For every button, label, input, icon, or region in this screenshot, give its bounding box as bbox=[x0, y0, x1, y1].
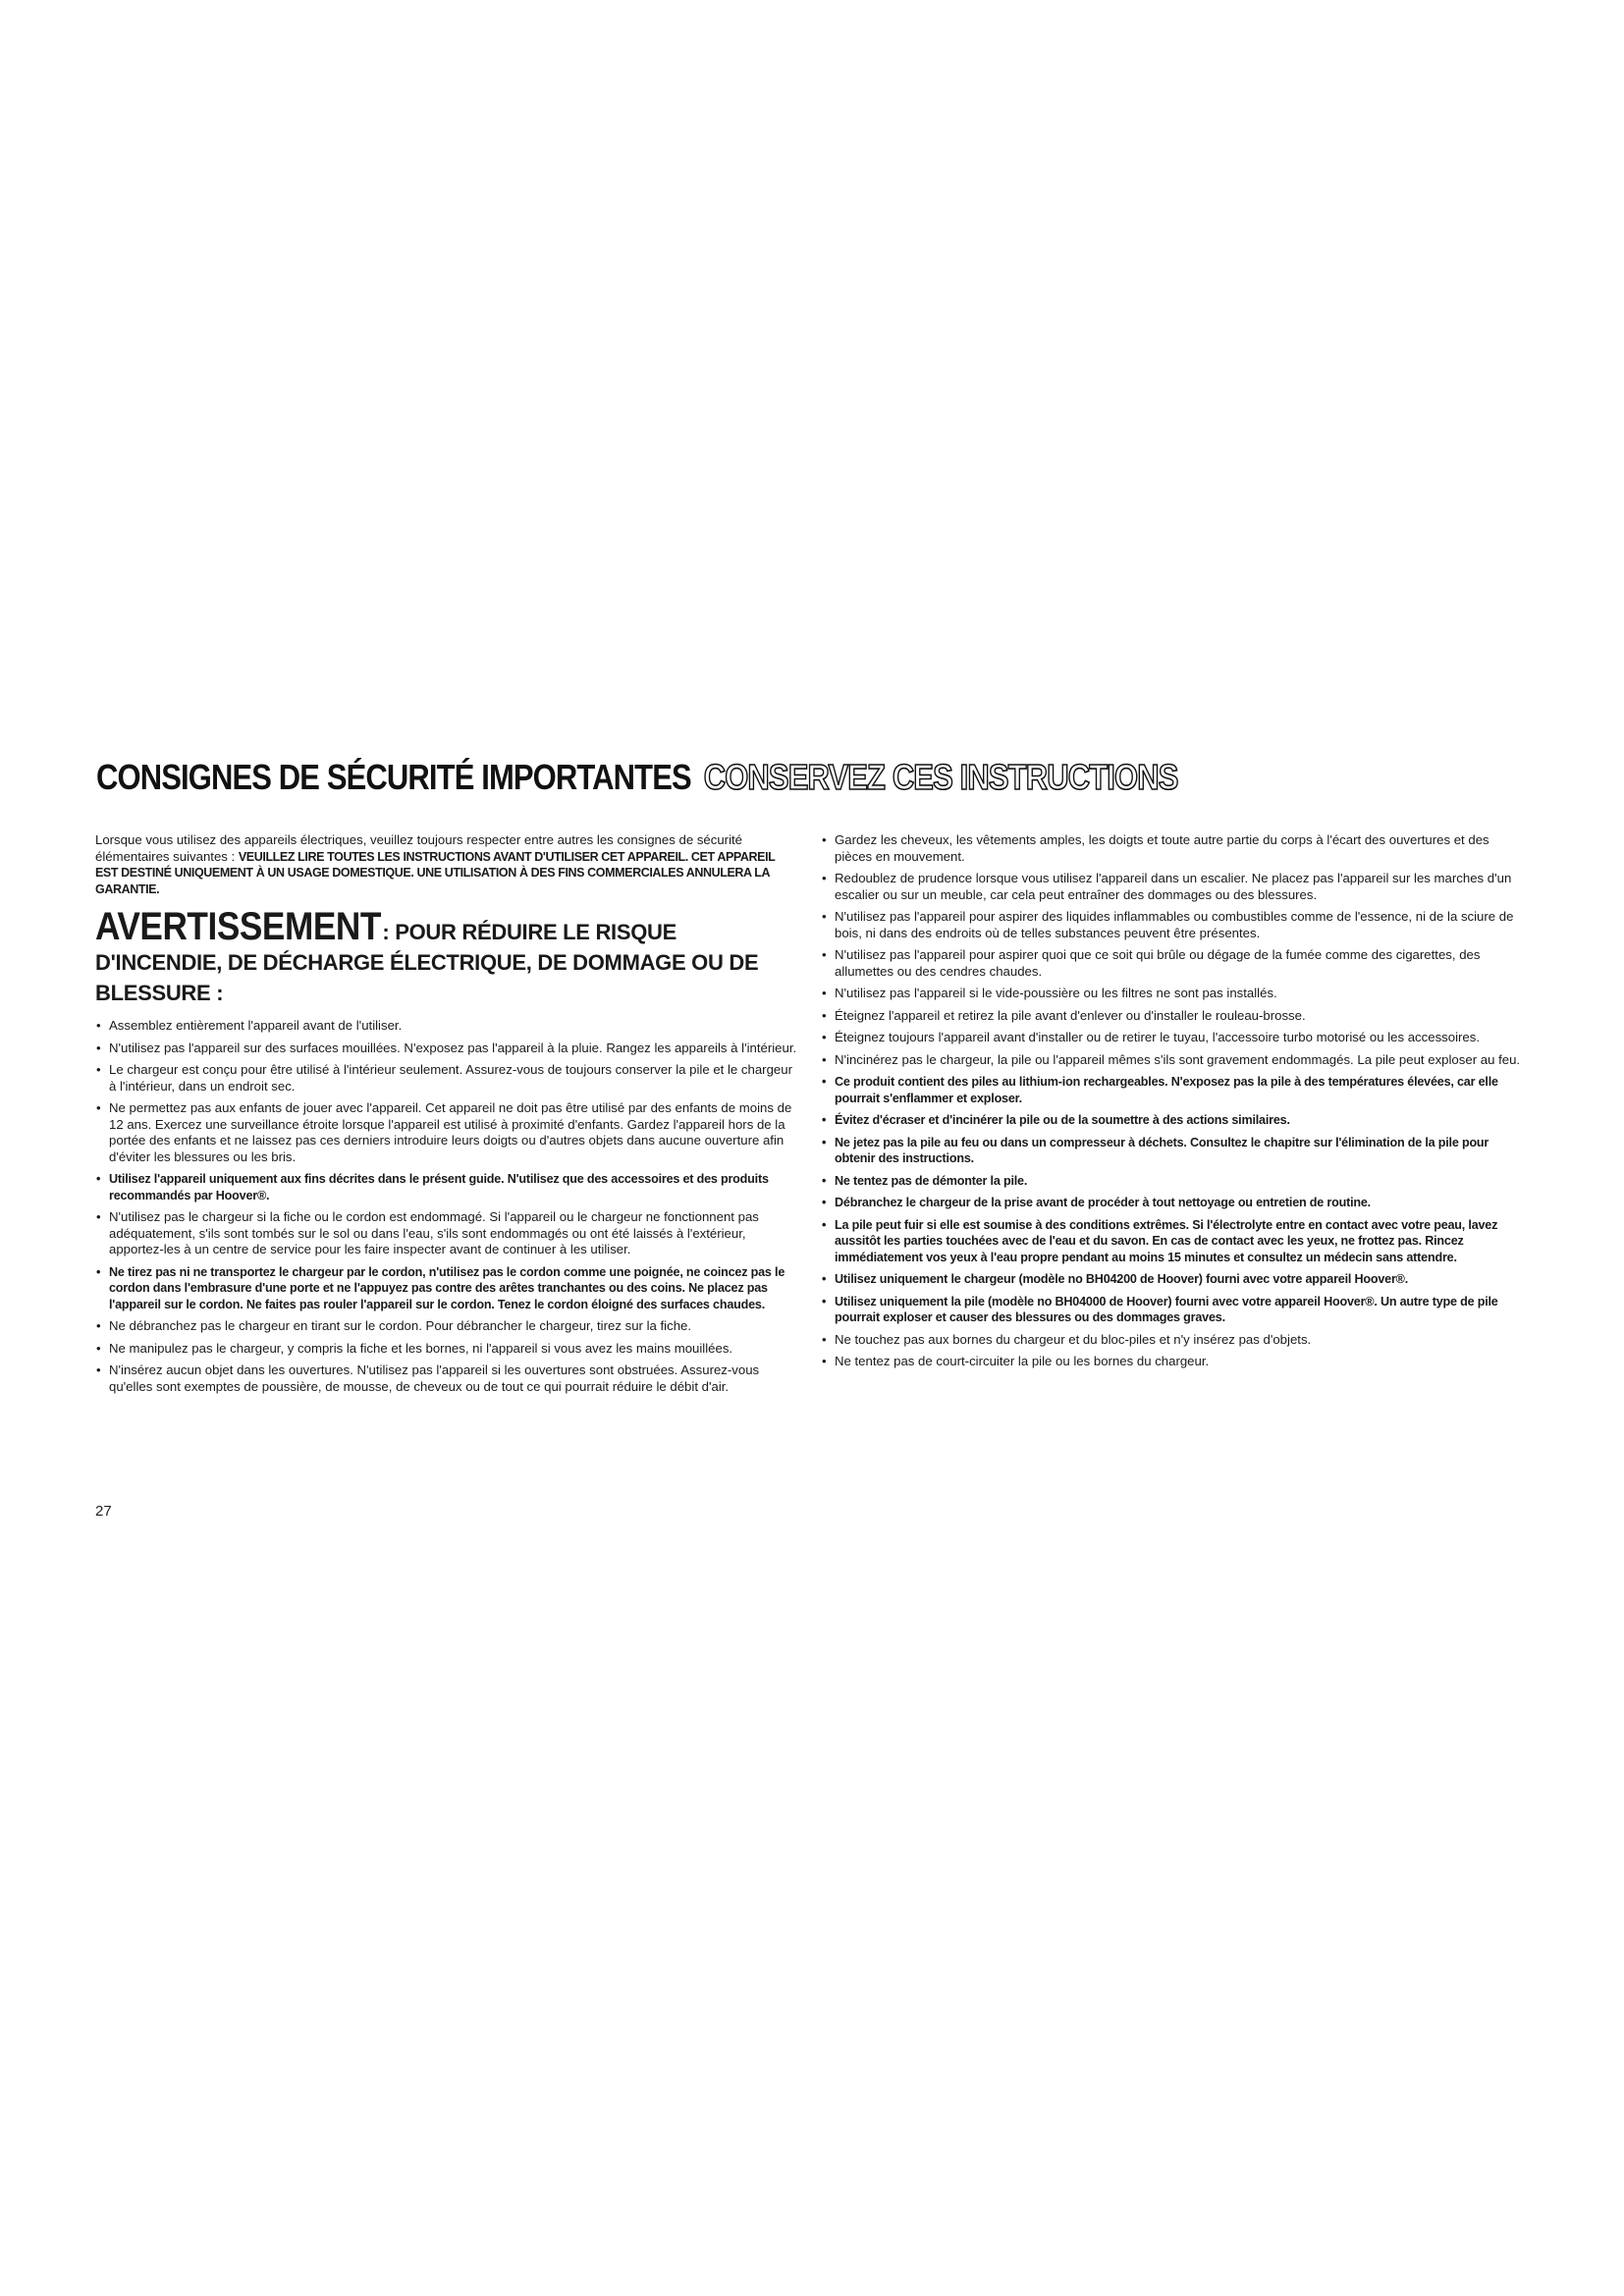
list-item: • Ne touchez pas aux bornes du chargeur et du bloc-piles et n'y insérez pas d'objets. bbox=[821, 1332, 1530, 1349]
page-title bbox=[96, 754, 1329, 801]
right-column bbox=[821, 832, 1530, 1376]
list-item: • Évitez d'écraser et d'incinérer la pile ou de la soumettre à des actions similaires. bbox=[821, 1112, 1530, 1129]
list-item: • Utilisez l'appareil uniquement aux fins décrites dans le présent guide. N'utilisez que des accessoires et des produits recommandés par Hoover®. bbox=[95, 1171, 797, 1203]
list-item: • N'utilisez pas l'appareil sur des surfaces mouillées. N'exposez pas l'appareil à la pluie. Rangez les appareils à l'intérieur. bbox=[95, 1041, 797, 1057]
list-item: • N'utilisez pas l'appareil pour aspirer quoi que ce soit qui brûle ou dégage de la fumée comme des cigarettes, des allumettes ou des cendres chaudes. bbox=[821, 947, 1530, 980]
title-main: CONSIGNES DE SÉCURITÉ IMPORTANTES bbox=[96, 757, 691, 797]
list-item: • N'insérez aucun objet dans les ouvertures. N'utilisez pas l'appareil si les ouvertures sont obstruées. Assurez-vous qu'elles sont exemptes de poussière, de mousse, de cheveux ou de tout ce qui pourrait réduire le débit d'air. bbox=[95, 1362, 797, 1395]
list-item: • Ne jetez pas la pile au feu ou dans un compresseur à déchets. Consultez le chapitre sur l'élimination de la pile pour obtenir des instructions. bbox=[821, 1135, 1530, 1167]
warning-subtitle: : POUR RÉDUIRE LE RISQUE D'INCENDIE, DE DÉCHARGE ÉLECTRIQUE, DE DOMMAGE OU DE BLESSURE : bbox=[95, 920, 759, 1005]
list-item: • Débranchez le chargeur de la prise avant de procéder à tout nettoyage ou entretien de routine. bbox=[821, 1195, 1530, 1211]
intro-text: Lorsque vous utilisez des appareils électriques, veuillez toujours respecter entre autres les consignes de sécurité élémentaires suivantes : bbox=[95, 832, 742, 864]
list-item: • Ne tirez pas ni ne transportez le chargeur par le cordon, n'utilisez pas le cordon comme une poignée, ne coincez pas le cordon dans l'embrasure d'une porte et ne l'appuyez pas contre des arêtes tranchantes ou des coins. Ne placez pas l'appareil sur le cordon. Ne faites pas rouler l'appareil sur le cordon. Tenez le cordon éloigné des surfaces chaudes. bbox=[95, 1264, 797, 1313]
title-conserve-instructions: CONSERVEZ CES INSTRUCTIONS bbox=[703, 757, 1178, 797]
list-item: • Ce produit contient des piles au lithium-ion rechargeables. N'exposez pas la pile à des températures élevées, car elle pourrait s'enflammer et exploser. bbox=[821, 1074, 1530, 1106]
left-column bbox=[95, 832, 797, 1401]
list-item: • Ne permettez pas aux enfants de jouer avec l'appareil. Cet appareil ne doit pas être utilisé par des enfants de moins de 12 ans. Exercez une surveillance étroite lorsque l'appareil est utilisé à proximité d'enfants. Gardez l'appareil hors de la portée des enfants et ne laissez pas ces derniers introduire leurs doigts ou d'autres objets dans aucune ouverture afin d'éviter les blessures ou les bris. bbox=[95, 1100, 797, 1165]
list-item: • Ne tentez pas de court-circuiter la pile ou les bornes du chargeur. bbox=[821, 1354, 1530, 1370]
list-item: • Éteignez toujours l'appareil avant d'installer ou de retirer le tuyau, l'accessoire turbo motorisé ou les accessoires. bbox=[821, 1030, 1530, 1046]
list-item: • Assemblez entièrement l'appareil avant de l'utiliser. bbox=[95, 1018, 797, 1035]
intro-paragraph bbox=[95, 832, 797, 897]
list-item: • N'utilisez pas l'appareil si le vide-poussière ou les filtres ne sont pas installés. bbox=[821, 986, 1530, 1002]
warning-title: AVERTISSEMENT bbox=[95, 905, 381, 948]
right-bullet-list bbox=[821, 832, 1530, 1370]
list-item: • N'utilisez pas le chargeur si la fiche ou le cordon est endommagé. Si l'appareil ou le chargeur ne fonctionnent pas adéquatement, s'ils sont tombés sur le sol ou dans l'eau, s'ils sont endommagés ou ont été laissés à l'extérieur, apportez-les à un centre de service pour les faire inspecter avant de continuer à les utiliser. bbox=[95, 1209, 797, 1258]
intro-caps-text: VEUILLEZ LIRE TOUTES LES INSTRUCTIONS AVANT D'UTILISER CET APPAREIL. CET APPAREIL EST DESTINÉ UNIQUEMENT À UN USAGE DOMESTIQUE. UNE UTILISATION À DES FINS COMMERCIALES ANNULERA LA GARANTIE. bbox=[95, 849, 776, 896]
list-item: • Ne débranchez pas le chargeur en tirant sur le cordon. Pour débrancher le chargeur, tirez sur la fiche. bbox=[95, 1318, 797, 1335]
list-item: • Utilisez uniquement la pile (modèle no BH04000 de Hoover) fourni avec votre appareil Hoover®. Un autre type de pile pourrait exploser et causer des blessures ou des dommages graves. bbox=[821, 1294, 1530, 1326]
warning-heading bbox=[95, 907, 797, 1010]
left-bullet-list bbox=[95, 1018, 797, 1395]
list-item: • Gardez les cheveux, les vêtements amples, les doigts et toute autre partie du corps à l'écart des ouvertures et des pièces en mouvement. bbox=[821, 832, 1530, 865]
list-item: • Utilisez uniquement le chargeur (modèle no BH04200 de Hoover) fourni avec votre appareil Hoover®. bbox=[821, 1271, 1530, 1288]
list-item: • Ne tentez pas de démonter la pile. bbox=[821, 1173, 1530, 1190]
list-item: • N'incinérez pas le chargeur, la pile ou l'appareil mêmes s'ils sont gravement endommagés. La pile peut exploser au feu. bbox=[821, 1052, 1530, 1069]
page-number: 27 bbox=[95, 1503, 112, 1520]
list-item: • Le chargeur est conçu pour être utilisé à l'intérieur seulement. Assurez-vous de toujours conserver la pile et le chargeur à l'intérieur, dans un endroit sec. bbox=[95, 1062, 797, 1095]
list-item: • La pile peut fuir si elle est soumise à des conditions extrêmes. Si l'électrolyte entre en contact avec votre peau, lavez aussitôt les parties touchées avec de l'eau et du savon. En cas de contact avec les yeux, ne frottez pas. Rincez immédiatement vos yeux à l'eau propre pendant au moins 15 minutes et consultez un médecin sans attendre. bbox=[821, 1217, 1530, 1266]
list-item: • N'utilisez pas l'appareil pour aspirer des liquides inflammables ou combustibles comme de l'essence, ni de la sciure de bois, ni dans des endroits où de telles substances peuvent être présentes. bbox=[821, 909, 1530, 941]
list-item: • Ne manipulez pas le chargeur, y compris la fiche et les bornes, ni l'appareil si vous avez les mains mouillées. bbox=[95, 1341, 797, 1358]
list-item: • Éteignez l'appareil et retirez la pile avant d'enlever ou d'installer le rouleau-brosse. bbox=[821, 1008, 1530, 1025]
list-item: • Redoublez de prudence lorsque vous utilisez l'appareil dans un escalier. Ne placez pas l'appareil sur les marches d'un escalier ou sur un meuble, car cela peut entraîner des dommages ou des blessures. bbox=[821, 871, 1530, 903]
